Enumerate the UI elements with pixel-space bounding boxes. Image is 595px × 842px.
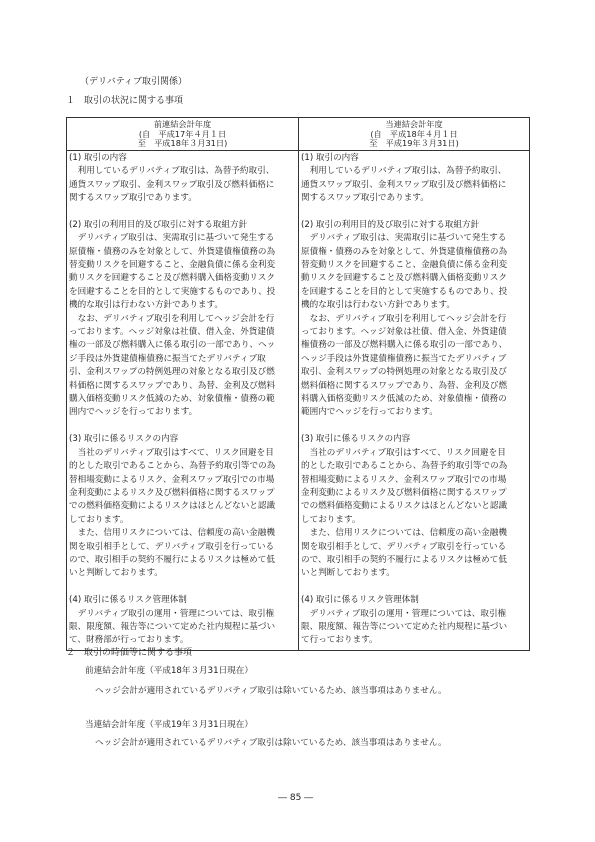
risk-item [69, 433, 296, 580]
item-line: 権の一部及び燃料購入に係る取引の一部であり、ヘッ [69, 340, 276, 351]
curr-year-header [299, 118, 530, 151]
item-line: 囲内でヘッジを行っております。 [69, 407, 198, 418]
item-line: 当社のデリバティブ取引はすべて、リスク回避を目 [301, 447, 506, 458]
item-line: デリバティブ取引の運用・管理については、取引権 [301, 608, 507, 619]
item-line: 替変動リスクを回避すること、金融負債に係る金利変 [69, 260, 276, 271]
item-line: での燃料価格変動によるリスクはほとんどないと認識 [301, 501, 508, 512]
risk-item [301, 219, 527, 420]
item-line: また、信用リスクについては、信頼度の高い金融機 [69, 528, 275, 539]
item-line: 替相場変動によるリスク、金利スワップ取引での市場 [301, 474, 507, 485]
item-line: 料購入価格変動リスク低減のため、対象債権・債務の [301, 394, 507, 405]
risk-item [301, 152, 527, 206]
risk-item [301, 433, 527, 580]
item-line: 通貨スワップ取引、金利スワップ取引及び燃料価格に [301, 179, 507, 190]
item-line: 引、金利スワップの特例処理の対象となる取引及び燃 [69, 367, 275, 378]
item-title: (4) 取引に係るリスク管理体制 [301, 595, 419, 606]
item-line: 替変動リスクを回避すること、金融負債に係る金利変 [301, 260, 508, 271]
item-line: 燃料価格に関するスワップであり、為替、金利及び燃 [301, 380, 508, 391]
item-line: 購入価格変動リスク低減のため、対象債権・債務の範 [69, 394, 275, 405]
item-title: (1) 取引の内容 [301, 152, 359, 163]
curr-year-content [299, 151, 529, 650]
item-line: 限、限度額、報告等について定めた社内規程に基づい [301, 621, 508, 632]
item-line: 原債権・債務のみを対象として、外貨建債権債務の為 [301, 246, 508, 257]
item-line: 的とした取引であることから、為替予約取引等での為 [301, 461, 508, 472]
item-line: 取引、金利スワップの特例処理の対象となる取引及び [301, 367, 507, 378]
item-line: 関を取引相手として、デリバティブ取引を行っている [301, 541, 507, 552]
item-line: しております。 [301, 514, 361, 525]
prev-year-header [67, 118, 299, 151]
item-line: っております。ヘッジ対象は社債、借入金、外貨建債 [69, 327, 275, 338]
curr-year-heading: 当連結会計年度 [385, 119, 443, 129]
item-line: 通貨スワップ取引、金利スワップ取引及び燃料価格に [69, 179, 275, 190]
item-title: (3) 取引に係るリスクの内容 [301, 434, 411, 445]
item-line: 関を取引相手として、デリバティブ取引を行っている [69, 541, 275, 552]
prev-year-content [67, 151, 298, 650]
comparison-table [66, 117, 530, 651]
item-line: での燃料価格変動によるリスクはほとんどないと認識 [69, 501, 276, 512]
item-line: デリバティブ取引は、実需取引に基づいて発生する [69, 233, 275, 244]
item-line: 原債権・債務のみを対象として、外貨建債権債務の為 [69, 246, 276, 257]
risk-item [69, 594, 296, 648]
item-line: 替相場変動によるリスク、金利スワップ取引での市場 [69, 474, 275, 485]
page-number: ― 85 ― [278, 793, 314, 803]
section-2-title: ２ 取引の時価等に関する事項 [66, 648, 193, 658]
prev-year-heading: 前連結会計年度 [153, 119, 212, 129]
item-line: て、財務部が行っております。 [69, 635, 189, 646]
item-line: 関するスワップ取引であります。 [301, 193, 429, 203]
item-title: (2) 取引の利用目的及び取引に対する取組方針 [69, 219, 248, 230]
item-line: 動リスクを回避すること及び燃料購入価格変動リスク [301, 273, 507, 284]
curr-year-from: (自 平成18年４月１日 [370, 128, 458, 139]
caption-derivative-transactions: （デリバティブ取引関係） [80, 77, 188, 87]
item-line: 動リスクを回避すること及び燃料購入価格変動リスク [69, 273, 275, 284]
item-line: ヘッジ手段は外貨建債権債務に振当てたデリバティブ [301, 353, 507, 364]
prev-year-to: 至 平成18年３月31日) [137, 138, 228, 149]
prev-year-from: (自 平成17年４月１日 [138, 128, 227, 139]
item-line: いと判断しております。 [301, 568, 395, 579]
item-line: 機的な取引は行わない方針であります。 [301, 300, 456, 311]
curr-period-label: 当連結会計年度（平成19年３月31日現在） [85, 720, 253, 730]
item-line: っております。ヘッジ対象は社債、借入金、外貨建債 [301, 327, 507, 338]
item-line: 関するスワップ取引であります。 [69, 193, 197, 203]
item-title: (2) 取引の利用目的及び取引に対する取組方針 [301, 219, 480, 230]
item-line: 当社のデリバティブ取引はすべて、リスク回避を目 [69, 447, 274, 458]
item-line: て行っております。 [301, 635, 378, 646]
item-line: デリバティブ取引の運用・管理については、取引権 [69, 608, 275, 619]
item-line: しております。 [69, 514, 129, 525]
curr-period-text: ヘッジ会計が適用されているデリバティブ取引は除いているため、該当事項はありません。 [95, 738, 447, 748]
prev-year-cell [67, 150, 299, 650]
item-line: ので、取引相手の契約不履行によるリスクは極めて低 [301, 554, 507, 565]
prev-period-label: 前連結会計年度（平成18年３月31日現在） [85, 666, 253, 676]
table-header-row [67, 118, 530, 151]
risk-item [69, 152, 296, 206]
risk-item [69, 219, 296, 420]
item-line: 利用しているデリバティブ取引は、為替予約取引、 [301, 166, 507, 177]
prev-period-text: ヘッジ会計が適用されているデリバティブ取引は除いているため、該当事項はありません。 [95, 686, 447, 696]
item-line: なお、デリバティブ取引を利用してヘッジ会計を行 [69, 313, 275, 324]
item-line: 的とした取引であることから、為替予約取引等での為 [69, 461, 276, 472]
item-line: いと判断しております。 [69, 568, 163, 579]
item-line: 金利変動によるリスク及び燃料価格に関するスワップ [69, 487, 275, 498]
item-line: 料価格に関するスワップであり、為替、金利及び燃料 [69, 380, 276, 391]
curr-year-cell [299, 150, 530, 650]
section-1-title: １ 取引の状況に関する事項 [66, 96, 184, 106]
item-title: (4) 取引に係るリスク管理体制 [69, 595, 187, 606]
item-title: (1) 取引の内容 [69, 152, 127, 163]
item-line: 金利変動によるリスク及び燃料価格に関するスワップ [301, 487, 507, 498]
item-title: (3) 取引に係るリスクの内容 [69, 434, 179, 445]
item-line: 機的な取引は行わない方針であります。 [69, 300, 224, 311]
item-line: また、信用リスクについては、信頼度の高い金融機 [301, 528, 507, 539]
item-line: を回避することを目的として実施するものであり、投 [69, 286, 276, 297]
item-line: 権債務の一部及び燃料購入に係る取引の一部であり、 [301, 340, 508, 351]
item-line: なお、デリバティブ取引を利用してヘッジ会計を行 [301, 313, 507, 324]
curr-year-to: 至 平成19年３月31日) [369, 138, 459, 149]
item-line: 限、限度額、報告等について定めた社内規程に基づい [69, 621, 276, 632]
item-line: ジ手段は外貨建債権債務に振当てたデリバティブ取 [69, 353, 266, 364]
item-line: を回避することを目的として実施するものであり、投 [301, 286, 508, 297]
item-line: 範囲内でヘッジを行っております。 [301, 407, 438, 418]
item-line: ので、取引相手の契約不履行によるリスクは極めて低 [69, 554, 275, 565]
table-body-row [67, 150, 530, 650]
item-line: 利用しているデリバティブ取引は、為替予約取引、 [69, 166, 275, 177]
item-line: デリバティブ取引は、実需取引に基づいて発生する [301, 233, 507, 244]
risk-item [301, 594, 527, 648]
